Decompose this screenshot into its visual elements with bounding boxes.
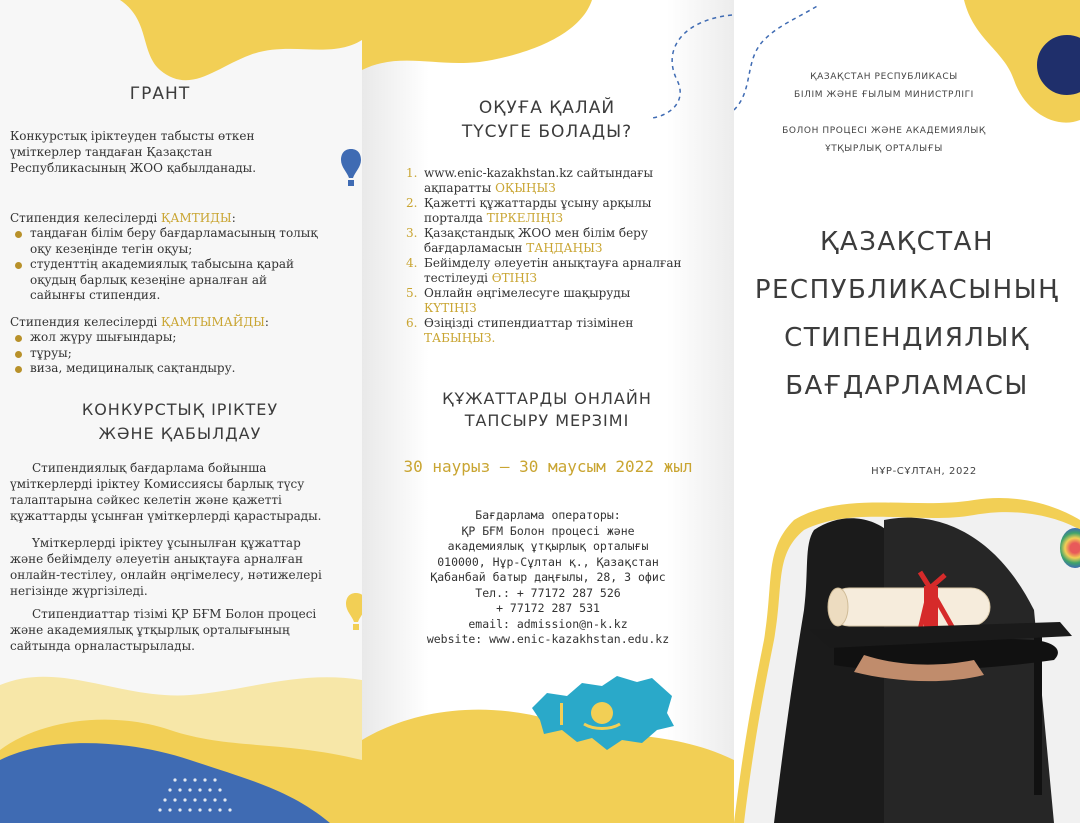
list-item: жол жүру шығындары; bbox=[10, 330, 355, 346]
list-item: 2. Қажетті құжаттарды ұсыну арқылы порталда ТІРКЕЛІҢІЗ bbox=[406, 196, 652, 225]
list-item: 5. Онлайн әңгімелесуге шақыруды КҮТІҢІЗ bbox=[406, 286, 631, 315]
middle-panel bbox=[362, 0, 734, 823]
selection-para-3: Стипендиаттар тізімі ҚР БҒМ Болон процесі және академиялық ұтқырлық орталығының сайтында орналастырылады. bbox=[10, 607, 317, 653]
selection-para-1: Стипендиялық бағдарлама бойынша үміткерлерді іріктеу Комиссиясы барлық түсу талаптарына сәйкес келетін және қажетті құжаттарды ұсынған үміткерлерді қарастырады. bbox=[10, 461, 322, 523]
covers-list bbox=[10, 226, 355, 304]
steps-list bbox=[406, 166, 726, 346]
city-year: НҰР-СҰЛТАН, 2022 bbox=[871, 466, 977, 477]
grant-text: Конкурстық іріктеуден табысты өткен үміткерлер таңдаған Қазақстан Республикасының ЖОО қабылданады. bbox=[10, 129, 257, 175]
list-item: студенттің академиялық табысына қарай оқудың барлық кезеңіне арналған ай сайынғы стипендия. bbox=[10, 257, 355, 304]
bottom-blobs bbox=[0, 640, 362, 823]
hot-air-balloon-icon bbox=[345, 592, 362, 634]
covers-heading: Стипендия келесілерді ҚАМТИДЫ: bbox=[10, 211, 236, 225]
left-panel bbox=[0, 0, 362, 823]
program-title: ҚАЗАҚСТАН РЕСПУБЛИКАСЫНЫҢ СТИПЕНДИЯЛЫҚ БАҒДАРЛАМАСЫ bbox=[754, 227, 1060, 401]
list-item: 6. Өзіңізді стипендиаттар тізімінен ТАБЫҢЫЗ. bbox=[406, 316, 634, 345]
list-item: таңдаған білім беру бағдарламасының толық оқу кезеңінде тегін оқуы; bbox=[10, 226, 355, 257]
ministry-name: ҚАЗАҚСТАН РЕСПУБЛИКАСЫ БІЛІМ ЖӘНЕ ҒЫЛЫМ МИНИСТРЛІГІ bbox=[794, 72, 974, 100]
center-name: БОЛОН ПРОЦЕСІ ЖӘНЕ АКАДЕМИЯЛЫҚ ҰТҚЫРЛЫҚ ОРТАЛЫҒЫ bbox=[782, 126, 986, 154]
notcovers-heading: Стипендия келесілерді ҚАМТЫМАЙДЫ: bbox=[10, 315, 269, 329]
deadline-title: ҚҰЖАТТАРДЫ ОНЛАЙН ТАПСЫРУ МЕРЗІМІ bbox=[442, 389, 652, 430]
graduation-cap-icon bbox=[810, 618, 1080, 658]
selection-para-2: Үміткерлерді іріктеу ұсынылған құжаттар және бейімделу әлеуетін анықтауға арналған онлайн-тестілеу, онлайн әңгімелесу, нәтижелері негізінде жүргізіледі. bbox=[10, 536, 322, 598]
kazakhstan-map-icon bbox=[522, 668, 682, 758]
list-item: 1. www.enic-kazakhstan.kz сайтындағы ақпаратты ОҚЫҢЫЗ bbox=[406, 166, 654, 195]
list-item: виза, медициналық сақтандыру. bbox=[10, 361, 355, 377]
hot-air-balloon-icon bbox=[340, 148, 362, 190]
right-panel bbox=[734, 0, 1080, 823]
deadline-dates: 30 наурыз – 30 маусым 2022 жыл bbox=[403, 457, 693, 476]
website-link[interactable]: website: www.enic-kazakhstan.edu.kz bbox=[426, 632, 670, 646]
operator-info: Бағдарлама операторы: ҚР БҒМ Болон процесі және академиялық ұтқырлық орталығы 010000, Нұр-Сұлтан қ., Қазақстан Қабанбай батыр даңғылы, 28, 3 офис Тел.: + 77172 287 526 + 77172 287 531 email: admission@n-k.kz website: www.enic-kazakhstan.edu.kz bbox=[372, 508, 724, 648]
grant-title: ГРАНТ bbox=[129, 84, 191, 104]
list-item: тұруы; bbox=[10, 346, 355, 362]
notcovers-list bbox=[10, 330, 355, 377]
list-item: 4. Бейімделу әлеуетін анықтауға арналған тестілеуді ӨТІҢІЗ bbox=[406, 256, 682, 285]
list-item: 3. Қазақстандық ЖОО мен білім беру бағдарламасын ТАҢДАҢЫЗ bbox=[406, 226, 648, 255]
selection-title: КОНКУРСТЫҚ ІРІКТЕУ ЖӘНЕ ҚАБЫЛДАУ bbox=[81, 400, 279, 443]
how-to-apply-title: ОҚУҒА ҚАЛАЙ ТҮСУГЕ БОЛАДЫ? bbox=[461, 98, 633, 142]
